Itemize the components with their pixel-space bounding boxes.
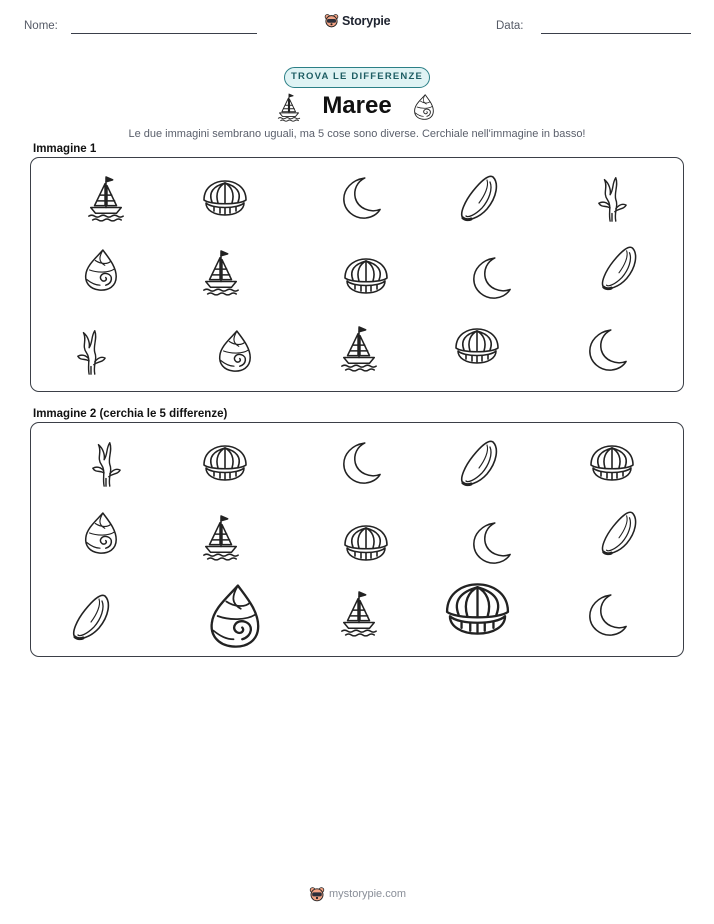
sailboat-icon (200, 248, 242, 301)
name-label: Nome: (24, 20, 58, 32)
bear-mascot-icon (324, 13, 339, 28)
image1-label: Immagine 1 (33, 143, 97, 155)
clam-shell-icon[interactable] (341, 523, 391, 568)
image1-panel (30, 157, 684, 392)
date-label: Data: (496, 20, 524, 32)
sailboat-icon[interactable] (338, 589, 380, 642)
activity-badge: TROVA LE DIFFERENZE (284, 67, 430, 88)
page-title: Maree (322, 92, 392, 119)
bear-mascot-icon (309, 886, 325, 902)
mussel-shell-icon[interactable] (457, 438, 501, 493)
crescent-moon-icon (470, 255, 512, 306)
crescent-moon-icon[interactable] (470, 520, 512, 571)
title-snail-shell-icon (412, 93, 436, 126)
snail-shell-icon (82, 247, 120, 298)
footer-site: mystorypie.com (329, 888, 407, 900)
clam-shell-icon[interactable] (441, 580, 514, 643)
footer (309, 886, 406, 902)
sailboat-icon (85, 174, 127, 227)
instructions: Le due immagini sembrano uguali, ma 5 cose sono diverse. Cerchiale nell'immagine in basso! (128, 128, 586, 140)
date-field[interactable] (541, 33, 691, 34)
clam-shell-icon[interactable] (200, 443, 250, 488)
brand-name: Storypie (342, 13, 391, 28)
seaweed-icon (593, 174, 631, 228)
seaweed-icon[interactable] (87, 439, 125, 493)
clam-shell-icon (200, 178, 250, 223)
name-field[interactable] (71, 33, 257, 34)
mussel-shell-icon[interactable] (69, 592, 113, 647)
mussel-shell-icon (457, 173, 501, 228)
snail-shell-icon[interactable] (82, 510, 120, 561)
crescent-moon-icon (340, 175, 382, 226)
snail-shell-icon[interactable] (206, 581, 264, 656)
image2-label: Immagine 2 (cerchia le 5 differenze) (33, 408, 228, 420)
image2-panel[interactable] (30, 422, 684, 657)
snail-shell-icon (216, 328, 254, 379)
brand-logo (324, 13, 390, 28)
sailboat-icon[interactable] (200, 513, 242, 566)
crescent-moon-icon[interactable] (586, 592, 628, 643)
mussel-shell-icon (598, 244, 640, 297)
clam-shell-icon (341, 256, 391, 301)
crescent-moon-icon[interactable] (340, 440, 382, 491)
crescent-moon-icon (586, 327, 628, 378)
seaweed-icon (72, 327, 110, 381)
mussel-shell-icon[interactable] (598, 509, 640, 562)
sailboat-icon (338, 324, 380, 377)
clam-shell-icon (452, 326, 502, 371)
clam-shell-icon[interactable] (587, 443, 637, 488)
